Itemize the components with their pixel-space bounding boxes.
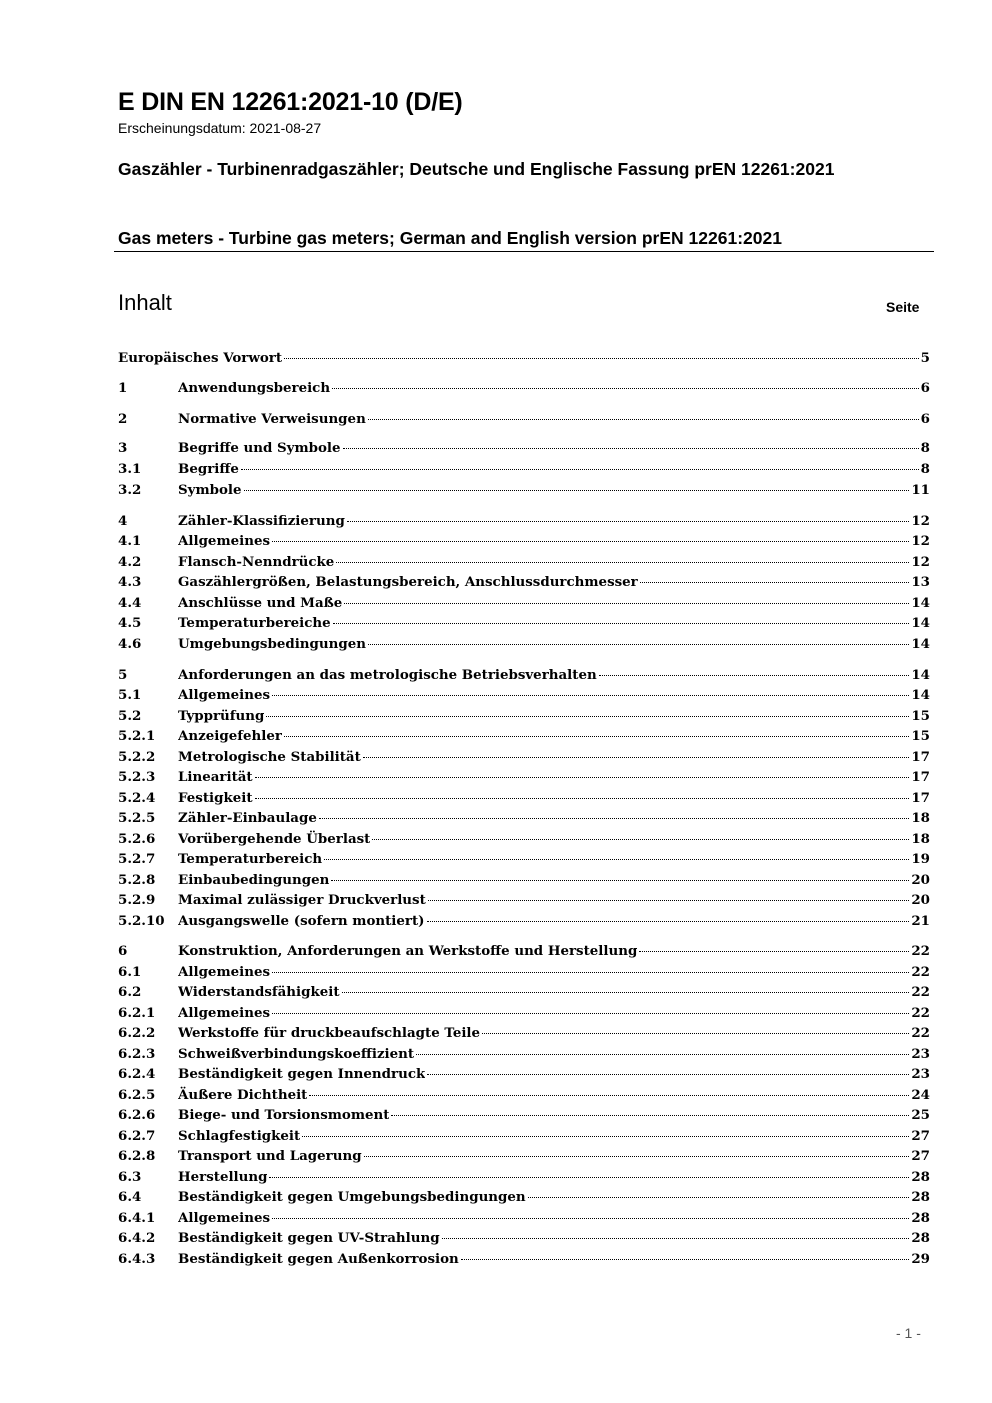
toc-dot-leader [272, 694, 909, 696]
toc-dot-leader [255, 776, 910, 778]
toc-dot-leader [244, 489, 910, 491]
toc-entry-number: 5.2.7 [118, 851, 156, 867]
toc-dot-leader [364, 1155, 910, 1157]
toc-entry-title: Widerstandsfähigkeit [178, 984, 340, 1000]
toc-entry-title: Allgemeines [178, 533, 271, 549]
toc-entry-number: 6.3 [118, 1169, 142, 1185]
toc-entry-page: 12 [911, 513, 930, 529]
toc-entry[interactable] [118, 1003, 930, 1023]
toc-entry-page: 23 [911, 1066, 930, 1082]
toc-entry-page: 18 [911, 831, 930, 847]
toc-entry[interactable] [118, 593, 930, 613]
toc-entry-page: 25 [911, 1107, 930, 1123]
toc-entry[interactable] [118, 1228, 930, 1248]
toc-dot-leader [342, 991, 910, 993]
toc-entry-number: 5 [118, 667, 128, 683]
toc-dot-leader [266, 715, 909, 717]
toc-entry-title: Umgebungsbedingungen [178, 636, 366, 652]
toc-dot-leader [372, 838, 909, 840]
toc-entry[interactable] [118, 941, 930, 961]
toc-entry-page: 27 [911, 1148, 930, 1164]
toc-entry[interactable] [118, 511, 930, 531]
toc-entry-page: 20 [911, 872, 930, 888]
toc-entry-number: 6 [118, 943, 128, 959]
toc-entry-title: Europäisches Vorwort [118, 350, 283, 366]
toc-entry-title: Anforderungen an das metrologische Betriebsverhalten [178, 667, 597, 683]
toc-entry-number: 5.2.6 [118, 831, 156, 847]
toc-entry-number: 2 [118, 411, 128, 427]
toc-dot-leader [442, 1237, 910, 1239]
toc-entry-page: 28 [911, 1230, 930, 1246]
toc-entry-title: Zähler-Einbaulage [178, 810, 317, 826]
toc-dot-leader [368, 643, 909, 645]
toc-entry-number: 6.2.7 [118, 1128, 156, 1144]
document-id: E DIN EN 12261:2021-10 (D/E) [118, 88, 463, 116]
toc-dot-leader [324, 858, 909, 860]
toc-entry-page: 22 [911, 943, 930, 959]
toc-entry[interactable] [118, 480, 930, 500]
toc-entry-title: Werkstoffe für druckbeaufschlagte Teile [178, 1025, 481, 1041]
toc-entry-title: Zähler-Klassifizierung [178, 513, 345, 529]
toc-entry-title: Beständigkeit gegen UV-Strahlung [178, 1230, 440, 1246]
toc-entry[interactable] [118, 1146, 930, 1166]
toc-entry[interactable] [118, 1208, 930, 1228]
toc-entry-page: 27 [911, 1128, 930, 1144]
toc-entry-page: 18 [911, 810, 930, 826]
toc-dot-leader [302, 1135, 909, 1137]
toc-entry-title: Vorübergehende Überlast [178, 831, 371, 847]
toc-entry-title: Allgemeines [178, 964, 271, 980]
toc-dot-leader [284, 357, 919, 359]
toc-dot-leader [272, 540, 909, 542]
toc-entry-number: 6.4.2 [118, 1230, 156, 1246]
toc-entry-page: 14 [911, 667, 930, 683]
toc-entry-title: Festigkeit [178, 790, 253, 806]
toc-entry-page: 8 [920, 461, 930, 477]
toc-dot-leader [272, 1012, 909, 1014]
toc-entry-page: 5 [920, 350, 930, 366]
toc-entry-title: Typprüfung [178, 708, 265, 724]
toc-entry-page: 14 [911, 615, 930, 631]
toc-entry-title: Beständigkeit gegen Außenkorrosion [178, 1251, 459, 1267]
toc-entry-number: 3 [118, 440, 128, 456]
toc-entry-number: 5.2.5 [118, 810, 156, 826]
toc-entry-title: Beständigkeit gegen Umgebungsbedingungen [178, 1189, 526, 1205]
toc-entry-title: Allgemeines [178, 1005, 271, 1021]
toc-entry-page: 14 [911, 595, 930, 611]
toc-entry-title: Normative Verweisungen [178, 411, 366, 427]
toc-entry-number: 3.2 [118, 482, 142, 498]
toc-entry-title: Flansch-Nenndrücke [178, 554, 335, 570]
toc-dot-leader [332, 387, 919, 389]
toc-entry-page: 8 [920, 440, 930, 456]
toc-entry-number: 4.2 [118, 554, 142, 570]
toc-dot-leader [347, 520, 910, 522]
toc-entry-page: 17 [911, 769, 930, 785]
toc-entry-title: Allgemeines [178, 687, 271, 703]
toc-entry[interactable] [118, 747, 930, 767]
toc-entry-number: 5.2.3 [118, 769, 156, 785]
toc-entry-title: Biege- und Torsionsmoment [178, 1107, 390, 1123]
toc-dot-leader [331, 879, 909, 881]
toc-entry[interactable] [118, 1064, 930, 1084]
toc-dot-leader [269, 1176, 909, 1178]
toc-dot-leader [241, 468, 919, 470]
toc-dot-leader [427, 1073, 909, 1075]
toc-dot-leader [461, 1258, 910, 1260]
toc-entry[interactable] [118, 1085, 930, 1105]
toc-entry-title: Maximal zulässiger Druckverlust [178, 892, 426, 908]
toc-entry-title: Linearität [178, 769, 253, 785]
toc-entry-page: 29 [911, 1251, 930, 1267]
toc-entry-title: Einbaubedingungen [178, 872, 330, 888]
toc-entry[interactable] [118, 1105, 930, 1125]
title-english: Gas meters - Turbine gas meters; German and English version prEN 12261:2021 [118, 228, 782, 248]
toc-entry-page: 15 [911, 708, 930, 724]
toc-entry[interactable] [118, 572, 930, 592]
toc-entry-number: 5.2.2 [118, 749, 156, 765]
toc-entry-page: 6 [920, 411, 930, 427]
toc-entry[interactable] [118, 1187, 930, 1207]
toc-entry-page: 28 [911, 1169, 930, 1185]
toc-entry[interactable] [118, 1023, 930, 1043]
toc-entry-number: 6.1 [118, 964, 142, 980]
toc-entry-number: 6.4 [118, 1189, 142, 1205]
toc-entry-number: 5.2 [118, 708, 142, 724]
toc-dot-leader [639, 950, 909, 952]
toc-entry-title: Temperaturbereiche [178, 615, 331, 631]
toc-entry[interactable] [118, 870, 930, 890]
toc-entry[interactable] [118, 438, 930, 458]
toc-dot-leader [336, 561, 909, 563]
publication-date: Erscheinungsdatum: 2021-08-27 [118, 120, 322, 136]
toc-dot-leader [344, 602, 909, 604]
toc-entry-title: Schweißverbindungskoeffizient [178, 1046, 415, 1062]
toc-entry-number: 6.2.1 [118, 1005, 156, 1021]
toc-entry-number: 6.2.4 [118, 1066, 156, 1082]
toc-entry-title: Anschlüsse und Maße [178, 595, 343, 611]
toc-entry-number: 6.2.8 [118, 1148, 156, 1164]
toc-dot-leader [528, 1196, 910, 1198]
toc-entry-number: 4.6 [118, 636, 142, 652]
toc-entry[interactable] [118, 849, 930, 869]
toc-dot-leader [255, 797, 910, 799]
toc-dot-leader [368, 418, 919, 420]
toc-entry-title: Konstruktion, Anforderungen an Werkstoffe und Herstellung [178, 943, 638, 959]
toc-entry-title: Anwendungsbereich [178, 380, 331, 396]
toc-entry-number: 6.2.2 [118, 1025, 156, 1041]
toc-entry-page: 14 [911, 636, 930, 652]
toc-entry-title: Begriffe und Symbole [178, 440, 341, 456]
toc-entry-page: 12 [911, 554, 930, 570]
toc-entry-page: 28 [911, 1189, 930, 1205]
toc-entry[interactable] [118, 1249, 930, 1269]
toc-entry-number: 4.4 [118, 595, 142, 611]
toc-entry-page: 17 [911, 790, 930, 806]
toc-entry[interactable] [118, 531, 930, 551]
toc-entry[interactable] [118, 829, 930, 849]
table-of-contents [118, 0, 930, 1403]
toc-dot-leader [482, 1032, 909, 1034]
toc-entry[interactable] [118, 685, 930, 705]
toc-entry-title: Allgemeines [178, 1210, 271, 1226]
toc-entry[interactable] [118, 982, 930, 1002]
toc-entry-number: 1 [118, 380, 128, 396]
toc-entry-title: Begriffe [178, 461, 239, 477]
toc-entry-title: Beständigkeit gegen Innendruck [178, 1066, 426, 1082]
toc-entry[interactable] [118, 348, 930, 368]
toc-entry-number: 6.4.1 [118, 1210, 156, 1226]
toc-entry[interactable] [118, 1044, 930, 1064]
toc-entry-page: 14 [911, 687, 930, 703]
toc-entry-page: 21 [911, 913, 930, 929]
toc-entry-title: Temperaturbereich [178, 851, 323, 867]
toc-dot-leader [309, 1094, 909, 1096]
toc-entry-page: 24 [911, 1087, 930, 1103]
toc-entry[interactable] [118, 613, 930, 633]
toc-entry-page: 22 [911, 1005, 930, 1021]
toc-entry-title: Ausgangswelle (sofern montiert) [178, 913, 425, 929]
toc-entry-number: 6.4.3 [118, 1251, 156, 1267]
toc-entry-number: 6.2.6 [118, 1107, 156, 1123]
toc-entry-page: 22 [911, 1025, 930, 1041]
toc-dot-leader [599, 674, 910, 676]
toc-entry-title: Gaszählergrößen, Belastungsbereich, Anschlussdurchmesser [178, 574, 638, 590]
toc-entry[interactable] [118, 767, 930, 787]
toc-entry[interactable] [118, 788, 930, 808]
toc-entry-page: 17 [911, 749, 930, 765]
toc-entry-title: Symbole [178, 482, 242, 498]
title-german: Gaszähler - Turbinenradgaszähler; Deutsche und Englische Fassung prEN 12261:2021 [118, 159, 835, 179]
toc-entry-page: 28 [911, 1210, 930, 1226]
toc-page-column-label: Seite [886, 299, 920, 315]
toc-dot-leader [428, 899, 910, 901]
toc-entry[interactable] [118, 378, 930, 398]
toc-entry-page: 12 [911, 533, 930, 549]
toc-dot-leader [272, 1217, 909, 1219]
toc-entry-number: 5.1 [118, 687, 142, 703]
toc-dot-leader [333, 622, 910, 624]
toc-entry-title: Metrologische Stabilität [178, 749, 361, 765]
toc-entry[interactable] [118, 962, 930, 982]
toc-entry-title: Anzeigefehler [178, 728, 282, 744]
toc-entry[interactable] [118, 665, 930, 685]
toc-entry-number: 4.1 [118, 533, 142, 549]
toc-dot-leader [363, 756, 910, 758]
toc-heading: Inhalt [118, 290, 172, 315]
toc-entry[interactable] [118, 634, 930, 654]
toc-entry-title: Herstellung [178, 1169, 268, 1185]
toc-dot-leader [343, 447, 919, 449]
footer-page-number: - 1 - [896, 1325, 921, 1341]
toc-entry-number: 4.3 [118, 574, 142, 590]
toc-entry-page: 15 [911, 728, 930, 744]
toc-dot-leader [427, 920, 910, 922]
toc-entry-number: 5.2.8 [118, 872, 156, 888]
toc-entry-number: 5.2.4 [118, 790, 156, 806]
toc-entry-title: Schlagfestigkeit [178, 1128, 301, 1144]
toc-dot-leader [284, 735, 909, 737]
toc-entry[interactable] [118, 409, 930, 429]
toc-entry-page: 19 [911, 851, 930, 867]
toc-entry-number: 6.2.3 [118, 1046, 156, 1062]
toc-entry-page: 22 [911, 984, 930, 1000]
toc-entry-page: 23 [911, 1046, 930, 1062]
toc-dot-leader [640, 581, 910, 583]
toc-entry-number: 4.5 [118, 615, 142, 631]
toc-entry-number: 6.2.5 [118, 1087, 156, 1103]
toc-entry[interactable] [118, 1126, 930, 1146]
toc-entry-number: 4 [118, 513, 128, 529]
toc-entry[interactable] [118, 890, 930, 910]
toc-entry-title: Äußere Dichtheit [178, 1087, 308, 1103]
toc-dot-leader [319, 817, 910, 819]
toc-entry[interactable] [118, 552, 930, 572]
toc-entry[interactable] [118, 808, 930, 828]
toc-entry[interactable] [118, 1167, 930, 1187]
toc-entry-number: 5.2.1 [118, 728, 156, 744]
toc-dot-leader [391, 1114, 909, 1116]
toc-entry-page: 11 [911, 482, 930, 498]
toc-entry[interactable] [118, 706, 930, 726]
toc-entry-number: 5.2.10 [118, 913, 165, 929]
toc-entry-page: 6 [920, 380, 930, 396]
toc-entry-page: 20 [911, 892, 930, 908]
toc-entry-number: 3.1 [118, 461, 142, 477]
toc-entry-page: 22 [911, 964, 930, 980]
toc-entry-page: 13 [911, 574, 930, 590]
toc-dot-leader [416, 1053, 909, 1055]
toc-entry-title: Transport und Lagerung [178, 1148, 362, 1164]
toc-entry[interactable] [118, 459, 930, 479]
toc-entry[interactable] [118, 726, 930, 746]
toc-entry-number: 6.2 [118, 984, 142, 1000]
toc-entry-number: 5.2.9 [118, 892, 156, 908]
toc-dot-leader [272, 971, 909, 973]
toc-entry[interactable] [118, 911, 930, 931]
